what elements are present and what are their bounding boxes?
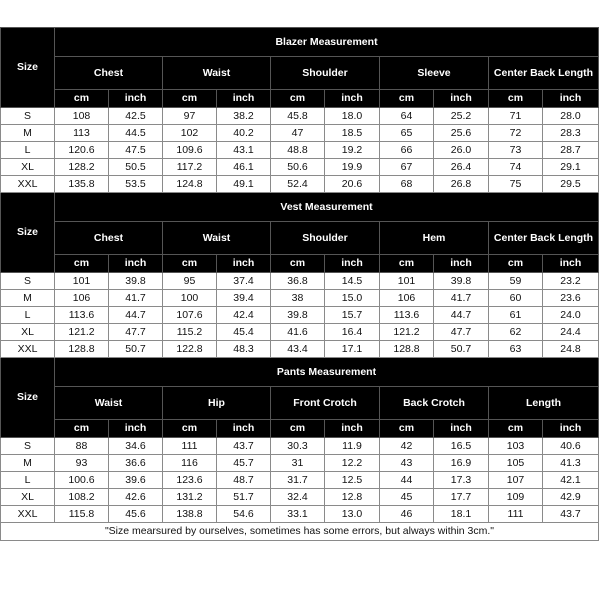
value-cell: 17.3 xyxy=(434,472,489,489)
value-cell: 73 xyxy=(489,142,543,159)
value-cell: 107 xyxy=(489,472,543,489)
unit-cm-header: cm xyxy=(55,90,109,108)
table-row xyxy=(1,125,599,142)
unit-inch-header: inch xyxy=(109,420,163,438)
value-cell: 23.6 xyxy=(543,290,599,307)
section-title-row xyxy=(1,28,599,57)
value-cell: 44 xyxy=(380,472,434,489)
value-cell: 108 xyxy=(55,108,109,125)
value-cell: 113.6 xyxy=(55,307,109,324)
value-cell: 46.1 xyxy=(217,159,271,176)
value-cell: 42.5 xyxy=(109,108,163,125)
unit-cm-header: cm xyxy=(489,255,543,273)
value-cell: 117.2 xyxy=(163,159,217,176)
value-cell: 32.4 xyxy=(271,489,325,506)
value-cell: 45.7 xyxy=(217,455,271,472)
value-cell: 123.6 xyxy=(163,472,217,489)
value-cell: 49.1 xyxy=(217,176,271,193)
unit-inch-header: inch xyxy=(217,90,271,108)
measurement-group-header: Hip xyxy=(163,387,271,420)
unit-inch-header: inch xyxy=(543,420,599,438)
value-cell: 50.7 xyxy=(434,341,489,358)
value-cell: 24.8 xyxy=(543,341,599,358)
value-cell: 12.2 xyxy=(325,455,380,472)
unit-cm-header: cm xyxy=(163,90,217,108)
value-cell: 42.9 xyxy=(543,489,599,506)
measurement-group-header: Shoulder xyxy=(271,222,380,255)
value-cell: 30.3 xyxy=(271,438,325,455)
measurement-group-header: Waist xyxy=(163,222,271,255)
value-cell: 74 xyxy=(489,159,543,176)
value-cell: 97 xyxy=(163,108,217,125)
unit-cm-header: cm xyxy=(380,255,434,273)
value-cell: 28.0 xyxy=(543,108,599,125)
size-cell: XXL xyxy=(1,506,55,523)
value-cell: 135.8 xyxy=(55,176,109,193)
table-row xyxy=(1,472,599,489)
unit-cm-header: cm xyxy=(380,420,434,438)
table-row xyxy=(1,506,599,523)
value-cell: 41.6 xyxy=(271,324,325,341)
value-cell: 47.7 xyxy=(109,324,163,341)
value-cell: 37.4 xyxy=(217,273,271,290)
size-cell: XXL xyxy=(1,176,55,193)
section-title: Pants Measurement xyxy=(55,358,599,387)
value-cell: 43.7 xyxy=(217,438,271,455)
measurement-group-header: Length xyxy=(489,387,599,420)
value-cell: 39.6 xyxy=(109,472,163,489)
unit-inch-header: inch xyxy=(109,255,163,273)
measurement-group-header: Back Crotch xyxy=(380,387,489,420)
value-cell: 36.8 xyxy=(271,273,325,290)
value-cell: 121.2 xyxy=(55,324,109,341)
value-cell: 128.2 xyxy=(55,159,109,176)
measurement-group-header: Waist xyxy=(163,57,271,90)
value-cell: 71 xyxy=(489,108,543,125)
measurement-group-header: Chest xyxy=(55,222,163,255)
value-cell: 66 xyxy=(380,142,434,159)
value-cell: 88 xyxy=(55,438,109,455)
unit-row xyxy=(1,420,599,438)
value-cell: 24.0 xyxy=(543,307,599,324)
measurement-group-header: Sleeve xyxy=(380,57,489,90)
value-cell: 25.6 xyxy=(434,125,489,142)
measurement-group-row xyxy=(1,387,599,420)
unit-inch-header: inch xyxy=(543,255,599,273)
value-cell: 105 xyxy=(489,455,543,472)
value-cell: 26.4 xyxy=(434,159,489,176)
measurement-group-header: Front Crotch xyxy=(271,387,380,420)
value-cell: 121.2 xyxy=(380,324,434,341)
value-cell: 43 xyxy=(380,455,434,472)
value-cell: 52.4 xyxy=(271,176,325,193)
value-cell: 54.6 xyxy=(217,506,271,523)
value-cell: 15.7 xyxy=(325,307,380,324)
value-cell: 12.5 xyxy=(325,472,380,489)
value-cell: 39.8 xyxy=(109,273,163,290)
value-cell: 42.6 xyxy=(109,489,163,506)
value-cell: 41.7 xyxy=(109,290,163,307)
value-cell: 113.6 xyxy=(380,307,434,324)
value-cell: 100 xyxy=(163,290,217,307)
unit-cm-header: cm xyxy=(489,90,543,108)
unit-cm-header: cm xyxy=(489,420,543,438)
unit-row xyxy=(1,255,599,273)
value-cell: 40.6 xyxy=(543,438,599,455)
size-cell: XL xyxy=(1,324,55,341)
value-cell: 47 xyxy=(271,125,325,142)
value-cell: 138.8 xyxy=(163,506,217,523)
value-cell: 28.7 xyxy=(543,142,599,159)
size-cell: L xyxy=(1,307,55,324)
value-cell: 100.6 xyxy=(55,472,109,489)
unit-inch-header: inch xyxy=(434,420,489,438)
measurement-group-row xyxy=(1,222,599,255)
size-cell: M xyxy=(1,455,55,472)
value-cell: 48.8 xyxy=(271,142,325,159)
value-cell: 45.4 xyxy=(217,324,271,341)
unit-cm-header: cm xyxy=(55,255,109,273)
value-cell: 106 xyxy=(380,290,434,307)
value-cell: 12.8 xyxy=(325,489,380,506)
value-cell: 101 xyxy=(380,273,434,290)
value-cell: 36.6 xyxy=(109,455,163,472)
size-cell: L xyxy=(1,472,55,489)
measurement-group-header: Chest xyxy=(55,57,163,90)
unit-cm-header: cm xyxy=(271,90,325,108)
value-cell: 50.5 xyxy=(109,159,163,176)
value-cell: 65 xyxy=(380,125,434,142)
value-cell: 17.7 xyxy=(434,489,489,506)
value-cell: 29.5 xyxy=(543,176,599,193)
table-row xyxy=(1,307,599,324)
measurement-group-header: Waist xyxy=(55,387,163,420)
value-cell: 44.7 xyxy=(109,307,163,324)
table-row xyxy=(1,455,599,472)
size-header: Size xyxy=(1,28,55,108)
unit-inch-header: inch xyxy=(325,90,380,108)
value-cell: 64 xyxy=(380,108,434,125)
value-cell: 131.2 xyxy=(163,489,217,506)
value-cell: 19.2 xyxy=(325,142,380,159)
table-row xyxy=(1,159,599,176)
unit-inch-header: inch xyxy=(109,90,163,108)
value-cell: 18.5 xyxy=(325,125,380,142)
value-cell: 31.7 xyxy=(271,472,325,489)
table-row xyxy=(1,290,599,307)
size-cell: XL xyxy=(1,159,55,176)
unit-inch-header: inch xyxy=(434,90,489,108)
value-cell: 34.6 xyxy=(109,438,163,455)
section-title: Blazer Measurement xyxy=(55,28,599,57)
value-cell: 113 xyxy=(55,125,109,142)
value-cell: 59 xyxy=(489,273,543,290)
value-cell: 15.0 xyxy=(325,290,380,307)
unit-inch-header: inch xyxy=(543,90,599,108)
value-cell: 43.7 xyxy=(543,506,599,523)
unit-inch-header: inch xyxy=(217,255,271,273)
value-cell: 45.6 xyxy=(109,506,163,523)
value-cell: 75 xyxy=(489,176,543,193)
value-cell: 38.2 xyxy=(217,108,271,125)
size-cell: L xyxy=(1,142,55,159)
value-cell: 116 xyxy=(163,455,217,472)
value-cell: 48.7 xyxy=(217,472,271,489)
size-chart xyxy=(0,27,598,541)
value-cell: 16.5 xyxy=(434,438,489,455)
value-cell: 42.4 xyxy=(217,307,271,324)
value-cell: 44.5 xyxy=(109,125,163,142)
value-cell: 39.4 xyxy=(217,290,271,307)
table-row xyxy=(1,108,599,125)
unit-inch-header: inch xyxy=(325,420,380,438)
value-cell: 14.5 xyxy=(325,273,380,290)
value-cell: 43.1 xyxy=(217,142,271,159)
value-cell: 60 xyxy=(489,290,543,307)
value-cell: 62 xyxy=(489,324,543,341)
value-cell: 95 xyxy=(163,273,217,290)
size-cell: S xyxy=(1,273,55,290)
value-cell: 51.7 xyxy=(217,489,271,506)
value-cell: 25.2 xyxy=(434,108,489,125)
table-row xyxy=(1,142,599,159)
unit-row xyxy=(1,90,599,108)
value-cell: 40.2 xyxy=(217,125,271,142)
value-cell: 46 xyxy=(380,506,434,523)
value-cell: 44.7 xyxy=(434,307,489,324)
value-cell: 19.9 xyxy=(325,159,380,176)
value-cell: 93 xyxy=(55,455,109,472)
value-cell: 45.8 xyxy=(271,108,325,125)
value-cell: 26.8 xyxy=(434,176,489,193)
size-cell: XXL xyxy=(1,341,55,358)
value-cell: 128.8 xyxy=(55,341,109,358)
footnote: "Size mearsured by ourselves, sometimes has some errors, but always within 3cm." xyxy=(1,523,599,541)
value-cell: 103 xyxy=(489,438,543,455)
size-header: Size xyxy=(1,358,55,438)
value-cell: 39.8 xyxy=(434,273,489,290)
value-cell: 42 xyxy=(380,438,434,455)
value-cell: 31 xyxy=(271,455,325,472)
value-cell: 115.8 xyxy=(55,506,109,523)
value-cell: 11.9 xyxy=(325,438,380,455)
value-cell: 16.9 xyxy=(434,455,489,472)
unit-cm-header: cm xyxy=(55,420,109,438)
measurement-group-header: Hem xyxy=(380,222,489,255)
value-cell: 111 xyxy=(163,438,217,455)
value-cell: 61 xyxy=(489,307,543,324)
value-cell: 41.3 xyxy=(543,455,599,472)
table-row xyxy=(1,176,599,193)
measurement-group-header: Center Back Length xyxy=(489,222,599,255)
unit-cm-header: cm xyxy=(271,255,325,273)
measurement-group-row xyxy=(1,57,599,90)
value-cell: 128.8 xyxy=(380,341,434,358)
size-cell: M xyxy=(1,290,55,307)
value-cell: 41.7 xyxy=(434,290,489,307)
size-cell: XL xyxy=(1,489,55,506)
section-title-row xyxy=(1,193,599,222)
unit-cm-header: cm xyxy=(271,420,325,438)
value-cell: 120.6 xyxy=(55,142,109,159)
value-cell: 106 xyxy=(55,290,109,307)
value-cell: 20.6 xyxy=(325,176,380,193)
value-cell: 24.4 xyxy=(543,324,599,341)
value-cell: 39.8 xyxy=(271,307,325,324)
value-cell: 48.3 xyxy=(217,341,271,358)
value-cell: 124.8 xyxy=(163,176,217,193)
value-cell: 102 xyxy=(163,125,217,142)
table-row xyxy=(1,438,599,455)
value-cell: 42.1 xyxy=(543,472,599,489)
value-cell: 38 xyxy=(271,290,325,307)
value-cell: 47.5 xyxy=(109,142,163,159)
value-cell: 47.7 xyxy=(434,324,489,341)
table-row xyxy=(1,273,599,290)
value-cell: 18.1 xyxy=(434,506,489,523)
unit-cm-header: cm xyxy=(380,90,434,108)
table-row xyxy=(1,324,599,341)
value-cell: 45 xyxy=(380,489,434,506)
value-cell: 18.0 xyxy=(325,108,380,125)
value-cell: 108.2 xyxy=(55,489,109,506)
value-cell: 101 xyxy=(55,273,109,290)
table-row xyxy=(1,341,599,358)
value-cell: 17.1 xyxy=(325,341,380,358)
value-cell: 43.4 xyxy=(271,341,325,358)
value-cell: 68 xyxy=(380,176,434,193)
footnote-row xyxy=(1,523,599,541)
value-cell: 63 xyxy=(489,341,543,358)
size-cell: S xyxy=(1,108,55,125)
size-cell: M xyxy=(1,125,55,142)
value-cell: 50.6 xyxy=(271,159,325,176)
unit-inch-header: inch xyxy=(325,255,380,273)
value-cell: 72 xyxy=(489,125,543,142)
size-chart-table xyxy=(0,27,599,541)
value-cell: 109 xyxy=(489,489,543,506)
value-cell: 26.0 xyxy=(434,142,489,159)
unit-cm-header: cm xyxy=(163,255,217,273)
value-cell: 29.1 xyxy=(543,159,599,176)
section-title: Vest Measurement xyxy=(55,193,599,222)
value-cell: 23.2 xyxy=(543,273,599,290)
value-cell: 53.5 xyxy=(109,176,163,193)
value-cell: 122.8 xyxy=(163,341,217,358)
unit-cm-header: cm xyxy=(163,420,217,438)
table-row xyxy=(1,489,599,506)
measurement-group-header: Shoulder xyxy=(271,57,380,90)
value-cell: 16.4 xyxy=(325,324,380,341)
section-title-row xyxy=(1,358,599,387)
value-cell: 33.1 xyxy=(271,506,325,523)
value-cell: 13.0 xyxy=(325,506,380,523)
unit-inch-header: inch xyxy=(217,420,271,438)
value-cell: 107.6 xyxy=(163,307,217,324)
unit-inch-header: inch xyxy=(434,255,489,273)
measurement-group-header: Center Back Length xyxy=(489,57,599,90)
value-cell: 50.7 xyxy=(109,341,163,358)
size-header: Size xyxy=(1,193,55,273)
value-cell: 115.2 xyxy=(163,324,217,341)
value-cell: 111 xyxy=(489,506,543,523)
value-cell: 109.6 xyxy=(163,142,217,159)
value-cell: 28.3 xyxy=(543,125,599,142)
value-cell: 67 xyxy=(380,159,434,176)
size-cell: S xyxy=(1,438,55,455)
